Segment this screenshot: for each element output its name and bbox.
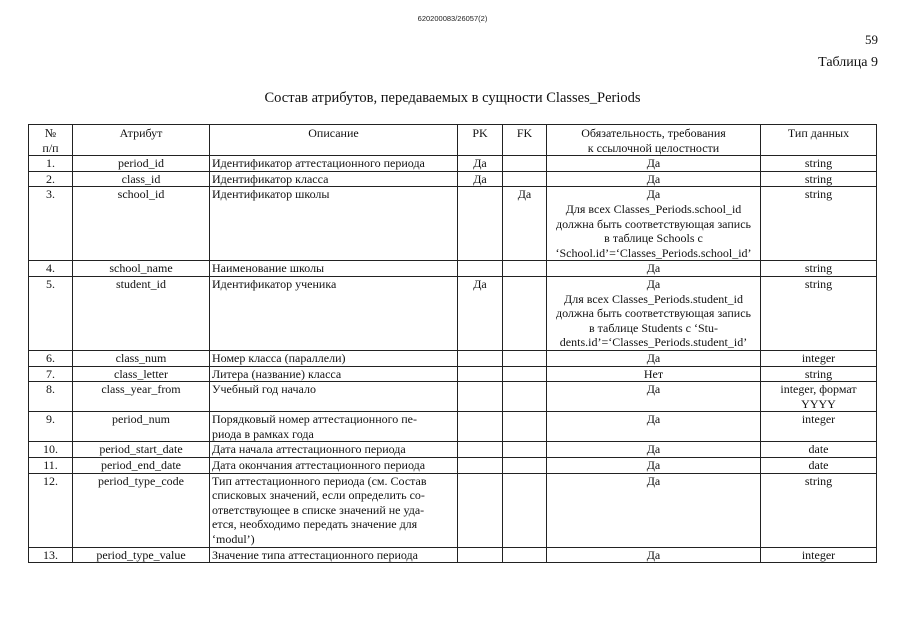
fk-flag bbox=[503, 547, 547, 563]
attribute-description bbox=[210, 547, 458, 563]
requirement-line: Да bbox=[646, 350, 661, 365]
attribute-description bbox=[210, 412, 458, 442]
attribute-description bbox=[210, 276, 458, 350]
table-title: Состав атрибутов, передаваемых в сущности Classes_Periods bbox=[264, 90, 641, 106]
requirement-line: Да bbox=[646, 276, 661, 291]
requirement-line: Да bbox=[646, 458, 661, 473]
header-num bbox=[29, 125, 73, 156]
description-line: Идентификатор ученика bbox=[212, 276, 337, 291]
row-number: 7. bbox=[29, 366, 73, 382]
data-type-line: string bbox=[804, 156, 833, 171]
requirement bbox=[547, 366, 761, 382]
requirement-line: Нет bbox=[643, 366, 664, 381]
data-type bbox=[761, 547, 877, 563]
table-row bbox=[29, 473, 877, 547]
table-row bbox=[29, 547, 877, 563]
attribute-name: period_id bbox=[73, 156, 210, 172]
description-line: Порядковый номер аттестационного пе- bbox=[212, 412, 418, 427]
header-num-line-1: № bbox=[44, 126, 57, 140]
fk-flag bbox=[503, 350, 547, 366]
pk-flag bbox=[458, 547, 503, 563]
pk-flag bbox=[458, 473, 503, 547]
attribute-name: period_start_date bbox=[73, 442, 210, 458]
header-attribute: Атрибут bbox=[73, 125, 210, 156]
table-row bbox=[29, 442, 877, 458]
pk-flag bbox=[458, 261, 503, 277]
requirement-line: Да bbox=[646, 171, 661, 186]
description-line: Идентификатор класса bbox=[212, 171, 329, 186]
attributes-table bbox=[28, 124, 877, 563]
attribute-name: class_letter bbox=[73, 366, 210, 382]
pk-flag bbox=[458, 350, 503, 366]
data-type-line: string bbox=[804, 261, 833, 276]
attribute-description bbox=[210, 442, 458, 458]
attribute-description bbox=[210, 382, 458, 412]
attribute-description bbox=[210, 458, 458, 474]
table-row bbox=[29, 458, 877, 474]
requirement-line: Да bbox=[646, 382, 661, 397]
requirement bbox=[547, 547, 761, 563]
requirement-line: dents.id’=‘Classes_Periods.student_id’ bbox=[559, 335, 748, 350]
data-type-line: string bbox=[804, 171, 833, 186]
page-number: 59 bbox=[865, 32, 878, 47]
requirement bbox=[547, 156, 761, 172]
pk-flag: Да bbox=[458, 171, 503, 187]
requirement-line: Да bbox=[646, 412, 661, 427]
data-type-line: integer bbox=[801, 350, 836, 365]
requirement-line: в таблице Students с ‘Stu- bbox=[588, 320, 718, 335]
data-type bbox=[761, 171, 877, 187]
description-line: Дата начала аттестационного периода bbox=[212, 442, 406, 457]
header-req-line-1: Обязательность, требования bbox=[581, 126, 726, 140]
header-num-line-2: п/п bbox=[42, 140, 59, 155]
description-line: Тип аттестационного периода (см. Состав bbox=[212, 473, 427, 488]
header-description: Описание bbox=[210, 125, 458, 156]
fk-flag bbox=[503, 412, 547, 442]
fk-flag: Да bbox=[503, 187, 547, 261]
data-type bbox=[761, 156, 877, 172]
requirement bbox=[547, 458, 761, 474]
requirement bbox=[547, 261, 761, 277]
requirement bbox=[547, 412, 761, 442]
fk-flag bbox=[503, 171, 547, 187]
requirement-line: в таблице Schools с bbox=[604, 231, 703, 246]
pk-flag bbox=[458, 412, 503, 442]
attribute-name: student_id bbox=[73, 276, 210, 350]
fk-flag bbox=[503, 442, 547, 458]
pk-flag bbox=[458, 187, 503, 261]
attribute-description bbox=[210, 187, 458, 261]
requirement-line: Для всех Classes_Periods.school_id bbox=[565, 201, 742, 216]
description-line: ответствующее в списке значений не уда- bbox=[212, 502, 425, 517]
requirement-line: должна быть соответствующая запись bbox=[555, 306, 751, 321]
row-number: 11. bbox=[29, 458, 73, 474]
header-requirement bbox=[547, 125, 761, 156]
attribute-name: class_id bbox=[73, 171, 210, 187]
description-line: ‘modul’) bbox=[212, 532, 255, 547]
requirement bbox=[547, 187, 761, 261]
description-line: риода в рамках года bbox=[212, 426, 314, 441]
data-type bbox=[761, 366, 877, 382]
requirement bbox=[547, 276, 761, 350]
requirement-line: должна быть соответствующая запись bbox=[555, 216, 751, 231]
attribute-description bbox=[210, 261, 458, 277]
data-type-line: string bbox=[804, 473, 833, 488]
data-type-line: string bbox=[804, 276, 833, 291]
requirement-line: Да bbox=[646, 473, 661, 488]
data-type-line: integer bbox=[801, 412, 836, 427]
pk-flag bbox=[458, 458, 503, 474]
attribute-name: school_name bbox=[73, 261, 210, 277]
fk-flag bbox=[503, 261, 547, 277]
pk-flag bbox=[458, 382, 503, 412]
requirement bbox=[547, 382, 761, 412]
attribute-name: class_num bbox=[73, 350, 210, 366]
data-type bbox=[761, 382, 877, 412]
data-type-line: date bbox=[808, 442, 829, 457]
requirement bbox=[547, 473, 761, 547]
data-type bbox=[761, 412, 877, 442]
requirement bbox=[547, 350, 761, 366]
fk-flag bbox=[503, 473, 547, 547]
fk-flag bbox=[503, 458, 547, 474]
description-line: Значение типа аттестационного периода bbox=[212, 547, 418, 562]
table-label: Таблица 9 bbox=[818, 55, 878, 70]
row-number: 3. bbox=[29, 187, 73, 261]
table-row bbox=[29, 156, 877, 172]
requirement-line: Да bbox=[646, 187, 661, 202]
data-type-line: integer, формат bbox=[780, 382, 857, 397]
pk-flag bbox=[458, 366, 503, 382]
data-type bbox=[761, 442, 877, 458]
requirement bbox=[547, 171, 761, 187]
header-req-line-2: к ссылочной целостности bbox=[587, 140, 720, 155]
data-type-line: integer bbox=[801, 547, 836, 562]
attribute-description bbox=[210, 171, 458, 187]
attribute-description bbox=[210, 156, 458, 172]
table-row bbox=[29, 382, 877, 412]
data-type-line: string bbox=[804, 187, 833, 202]
row-number: 10. bbox=[29, 442, 73, 458]
data-type bbox=[761, 350, 877, 366]
header-fk: FK bbox=[503, 125, 547, 156]
data-type bbox=[761, 187, 877, 261]
row-number: 9. bbox=[29, 412, 73, 442]
row-number: 8. bbox=[29, 382, 73, 412]
header-pk: PK bbox=[458, 125, 503, 156]
attribute-description bbox=[210, 366, 458, 382]
requirement-line: Да bbox=[646, 442, 661, 457]
description-line: Наименование школы bbox=[212, 261, 325, 276]
description-line: Литера (название) класса bbox=[212, 366, 342, 381]
attribute-name: period_end_date bbox=[73, 458, 210, 474]
row-number: 4. bbox=[29, 261, 73, 277]
attribute-name: period_num bbox=[73, 412, 210, 442]
table-row bbox=[29, 276, 877, 350]
table-row bbox=[29, 171, 877, 187]
table-header-row bbox=[29, 125, 877, 156]
description-line: Номер класса (параллели) bbox=[212, 350, 346, 365]
requirement-line: Да bbox=[646, 156, 661, 171]
row-number: 5. bbox=[29, 276, 73, 350]
description-line: Идентификатор школы bbox=[212, 187, 330, 202]
row-number: 13. bbox=[29, 547, 73, 563]
pk-flag: Да bbox=[458, 276, 503, 350]
row-number: 1. bbox=[29, 156, 73, 172]
data-type bbox=[761, 473, 877, 547]
row-number: 12. bbox=[29, 473, 73, 547]
data-type-line: date bbox=[808, 458, 829, 473]
attribute-name: class_year_from bbox=[73, 382, 210, 412]
data-type-line: string bbox=[804, 366, 833, 381]
document-code: 620200083/26057(2) bbox=[417, 14, 488, 23]
row-number: 6. bbox=[29, 350, 73, 366]
pk-flag bbox=[458, 442, 503, 458]
fk-flag bbox=[503, 156, 547, 172]
data-type-line: YYYY bbox=[801, 396, 836, 411]
description-line: списковых значений, если определить со- bbox=[212, 488, 425, 503]
attribute-name: period_type_value bbox=[73, 547, 210, 563]
requirement-line: Да bbox=[646, 547, 661, 562]
description-line: Идентификатор аттестационного периода bbox=[212, 156, 425, 171]
fk-flag bbox=[503, 366, 547, 382]
table-row bbox=[29, 187, 877, 261]
table-row bbox=[29, 261, 877, 277]
fk-flag bbox=[503, 382, 547, 412]
attribute-name: period_type_code bbox=[73, 473, 210, 547]
table-row bbox=[29, 350, 877, 366]
description-line: Дата окончания аттестационного периода bbox=[212, 458, 426, 473]
data-type bbox=[761, 261, 877, 277]
data-type bbox=[761, 458, 877, 474]
requirement bbox=[547, 442, 761, 458]
table-row bbox=[29, 412, 877, 442]
attribute-description bbox=[210, 350, 458, 366]
requirement-line: ‘School.id’=‘Classes_Periods.school_id’ bbox=[555, 245, 752, 260]
requirement-line: Для всех Classes_Periods.student_id bbox=[564, 291, 743, 306]
description-line: ется, необходимо передать значение для bbox=[212, 517, 418, 532]
row-number: 2. bbox=[29, 171, 73, 187]
attribute-name: school_id bbox=[73, 187, 210, 261]
table-row bbox=[29, 366, 877, 382]
fk-flag bbox=[503, 276, 547, 350]
pk-flag: Да bbox=[458, 156, 503, 172]
requirement-line: Да bbox=[646, 261, 661, 276]
description-line: Учебный год начало bbox=[212, 382, 316, 397]
attribute-description bbox=[210, 473, 458, 547]
header-data-type: Тип данных bbox=[761, 125, 877, 156]
data-type bbox=[761, 276, 877, 350]
table-body bbox=[29, 156, 877, 563]
